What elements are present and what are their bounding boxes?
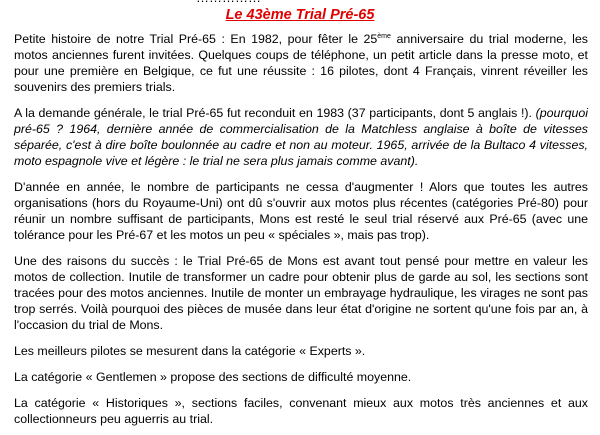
- paragraph-1983-text: A la demande générale, le trial Pré-65 fut reconduit en 1983 (37 participants, dont 5 anglais !).: [14, 106, 532, 120]
- article-body: [14, 31, 588, 427]
- paragraph-history-text-1: Petite histoire de notre Trial Pré-65 : En 1982, pour fêter le 25: [14, 32, 378, 46]
- paragraph-category-historiques: La catégorie « Historiques », sections faciles, convenant mieux aux motos très anciennes et aux collectionneurs peu aguerris au trial.: [14, 396, 588, 426]
- paragraph-history: [14, 31, 588, 95]
- previous-line-text: [196, 0, 261, 5]
- paragraph-category-experts: Les meilleurs pilotes se mesurent dans la catégorie « Experts ».: [14, 344, 366, 358]
- paragraph-category-gentlemen: La catégorie « Gentlemen » propose des sections de difficulté moyenne.: [14, 370, 412, 384]
- ordinal-suffix: ème: [377, 32, 391, 40]
- paragraph-growth: D'année en année, le nombre de participants ne cessa d'augmenter ! Alors que toutes les autres organisations (hors du Royaume-Uni) ont dû s'ouvrir aux motos plus récentes (catégories Pré-80) pour réunir un nombre suffisant de participants, Mons est resté le seul trial réservé aux Pré-65 (avec une tolérance pour les Pré-67 et les motos un peu « spéciales », mais pas trop).: [14, 180, 588, 242]
- article-title: Le 43ème Trial Pré-65: [225, 7, 375, 23]
- paragraph-1983-italic-note: (pourquoi pré-65 ? 1964, dernière année de commercialisation de la Matchless anglaise à boîte de vitesses séparée, c'est à dire boîte boulonnée au cadre et non au moteur. 1965, arrivée de la Bultaco 4 vitesses, moto espagnole vive et légère : le trial ne sera plus jamais comme avant).: [14, 106, 588, 168]
- paragraph-success-reasons: Une des raisons du succès : le Trial Pré-65 de Mons est avant tout pensé pour mettre en valeur les motos de collection. Inutile de transformer un cadre pour obtenir plus de garde au sol, les sections sont tracées pour des motos anciennes. Inutile de monter un embrayage hydraulique, les virages ne sont pas trop serrés. Voilà pourquoi des pièces de musée dans leur état d'origine ne sortent qu'une fois par an, à l'occasion du trial de Mons.: [14, 254, 588, 332]
- previous-line-fragment: [0, 0, 600, 5]
- paragraph-1983: [14, 105, 588, 169]
- paragraph-history-text-2: anniversaire du trial moderne, les motos anciennes furent invitées. Quelques coups de téléphone, un petit article dans la presse moto, et pour une première en Belgique, ce fut une réussite : 16 pilotes, dont 4 Français, vinrent réveiller les souvenirs des premiers trials.: [14, 32, 589, 94]
